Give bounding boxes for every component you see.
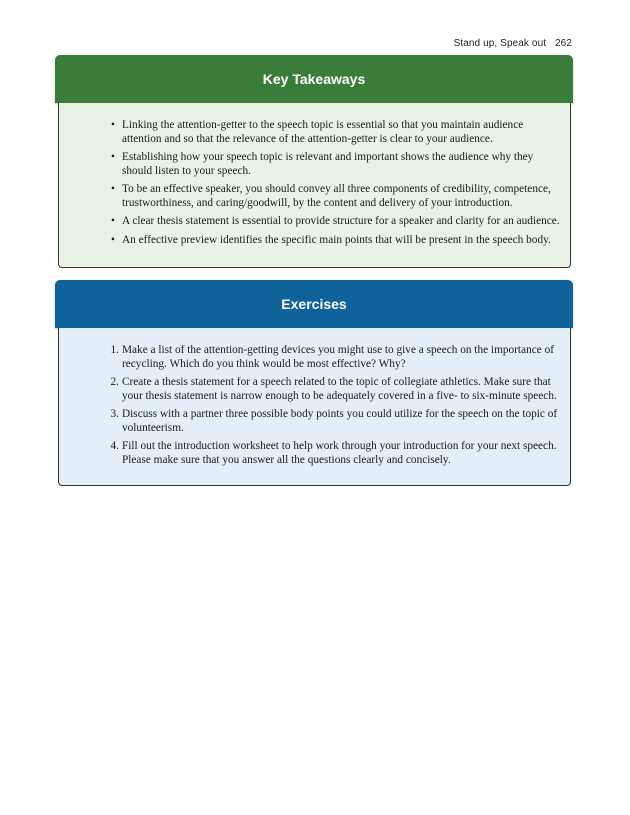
list-item-text: Fill out the introduction worksheet to help work through your introduction for your next speech. Please make sure that you answer all the questions clearly and concisely.: [122, 440, 557, 466]
list-item-text: An effective preview identifies the specific main points that will be present in the speech body.: [122, 233, 551, 246]
key-takeaways-list: [111, 119, 562, 252]
list-item-text: Establishing how your speech topic is relevant and important shows the audience why they should listen to your speech.: [122, 151, 534, 177]
bullet-marker: •: [111, 119, 115, 131]
bullet-marker: •: [111, 233, 115, 246]
list-item: [111, 233, 562, 248]
bullet-marker: •: [111, 215, 115, 227]
bullet-marker: •: [111, 183, 115, 195]
list-item: [110, 440, 562, 467]
list-number: 4.: [110, 440, 119, 452]
list-item-text: Linking the attention-getter to the speech topic is essential so that you maintain audience attention and so that the relevance of the attention-getter is clear to your audience.: [122, 119, 524, 145]
list-item: [110, 376, 562, 403]
list-item-text: To be an effective speaker, you should convey all three components of credibility, competence, trustworthiness, and caring/goodwill, by the content and delivery of your introduction.: [122, 183, 551, 209]
page-number: 262: [555, 38, 572, 49]
key-takeaways-title: Key Takeaways: [55, 55, 573, 103]
book-title: Stand up, Speak out: [453, 38, 547, 49]
bullet-marker: •: [111, 151, 115, 163]
exercises-title: Exercises: [55, 280, 573, 328]
list-item-text: Discuss with a partner three possible body points you could utilize for the speech on the topic of volunteerism.: [122, 408, 558, 434]
list-number: 1.: [110, 344, 119, 356]
running-header: [454, 38, 572, 49]
key-takeaways-box: [55, 55, 573, 268]
list-item: [111, 215, 562, 229]
list-item-text: Make a list of the attention-getting devices you might use to give a speech on the importance of recycling. Which do you think would be most effective? Why?: [122, 344, 554, 370]
list-item: [110, 408, 562, 435]
list-item-text: A clear thesis statement is essential to provide structure for a speaker and clarity for an audience.: [122, 215, 560, 227]
list-number: 2.: [110, 376, 119, 388]
exercises-box: [55, 280, 573, 486]
exercises-body: [58, 328, 571, 486]
exercises-list: [110, 344, 562, 472]
key-takeaways-body: [58, 103, 571, 268]
list-item: [111, 151, 562, 178]
list-item: [111, 183, 562, 210]
list-item: [111, 119, 562, 146]
list-item-text: Create a thesis statement for a speech related to the topic of collegiate athletics. Make sure that your thesis statement is narrow enough to be adequately covered in a five- to six-minute speech.: [122, 376, 557, 402]
list-number: 3.: [110, 408, 119, 420]
list-item: [110, 344, 562, 371]
